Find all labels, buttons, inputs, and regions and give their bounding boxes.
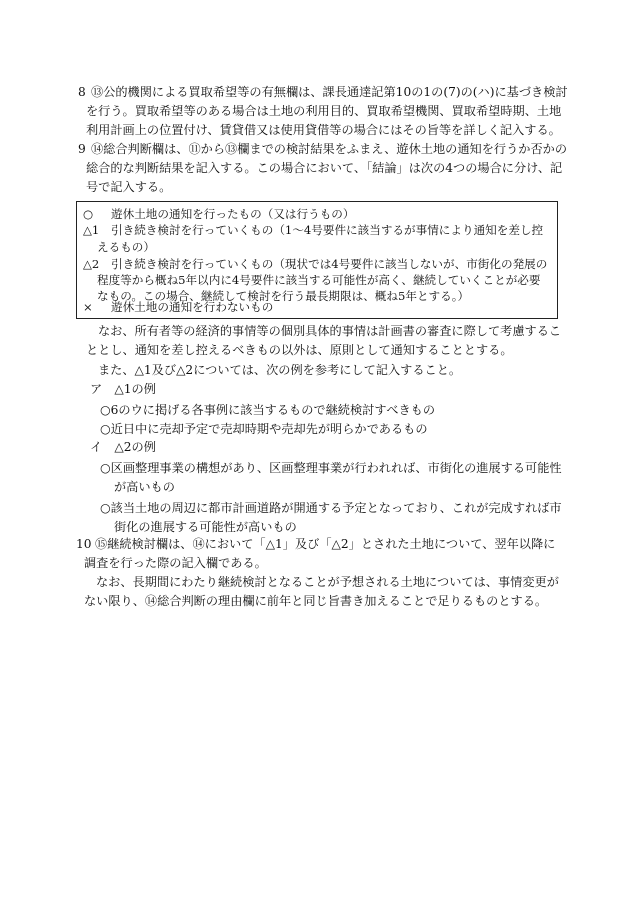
legend-text-cont: えるもの） bbox=[97, 240, 155, 254]
legend-symbol: × bbox=[83, 300, 93, 314]
note-1-line-2: ととし、通知を差し控えるべきもの以外は、原則として通知することとする。 bbox=[86, 343, 513, 357]
example-a-item-1: ○6のウに掲げる各事例に該当するもので継続検討すべきもの bbox=[100, 403, 436, 417]
note-2-text: また、△1及び△2については、次の例を参考にして記入すること。 bbox=[98, 363, 462, 377]
example-a-heading: ア △1の例 bbox=[90, 382, 156, 396]
note-paragraph-2 bbox=[98, 361, 558, 380]
item-number: 9 bbox=[78, 142, 86, 156]
note-3-line-1: なお、長期間にわたり継続検討となることが予想される土地については、事情変更が bbox=[96, 575, 559, 589]
legend-symbol: △1 bbox=[83, 223, 100, 237]
item-9-line-3: 号で記入する。 bbox=[86, 180, 172, 194]
legend-text: 遊休土地の通知を行わないもの bbox=[111, 300, 274, 314]
item-10-line-2: 調査を行った際の記入欄である。 bbox=[84, 556, 267, 570]
example-i-item-1: ○区画整理事業の構想があり、区画整理事業が行われれば、市街化の進展する可能性 bbox=[100, 461, 562, 475]
legend-symbol: △2 bbox=[83, 257, 100, 271]
conclusion-legend-box bbox=[76, 201, 558, 319]
item-9-line-1: ⑭総合判断欄は、⑪から⑬欄までの検討結果をふまえ、遊休土地の通知を行うか否かの bbox=[91, 142, 568, 156]
legend-text: 引き続き検討を行っていくもの（現状では4号要件に該当しないが、市街化の発展の bbox=[111, 257, 548, 271]
item-9-line-2: 総合的な判断結果を記入する。この場合において、「結論」は次の4つの場合に分け、記 bbox=[86, 161, 563, 175]
example-i-item-2: ○該当土地の周辺に都市計画道路が開通する予定となっており、これが完成すれば市 bbox=[100, 501, 562, 515]
example-i-item-2-cont: 街化の進展する可能性が高いもの bbox=[114, 520, 297, 534]
example-i-item-1-cont: が高いもの bbox=[114, 480, 175, 494]
item-8-line-1: ⑬公的機関による買取希望等の有無欄は、課長通達記第10の1の(7)の(ハ)に基づき検討 bbox=[91, 85, 568, 99]
example-a-item-2: ○近日中に売却予定で売却時期や売却先が明らかであるもの bbox=[100, 422, 428, 436]
item-number: 10 bbox=[76, 537, 92, 551]
legend-text-cont: なもの。この場合、継続して検討を行う最長期限は、概ね5年とする。） bbox=[97, 289, 470, 303]
legend-text: 引き続き検討を行っていくもの（1～4号要件に該当するが事情により通知を差し控 bbox=[111, 223, 544, 237]
item-10-line-1: ⑮継続検討欄は、⑭において「△1」及び「△2」とされた土地について、翌年以降に bbox=[95, 537, 556, 551]
note-1-line-1: なお、所有者等の経済的事情等の個別具体的事情は計画書の審査に際して考慮するこ bbox=[98, 324, 562, 338]
legend-text: 遊休土地の通知を行ったもの（又は行うもの） bbox=[111, 207, 355, 221]
item-8-line-2: を行う。買取希望等のある場合は土地の利用目的、買取希望機関、買取希望時期、土地 bbox=[86, 104, 562, 118]
note-3-line-2: ない限り、⑭総合判断の理由欄に前年と同じ旨書き加えることで足りるものとする。 bbox=[84, 594, 548, 608]
legend-symbol: ○ bbox=[83, 207, 94, 221]
item-8-line-3: 利用計画上の位置付け、賃貸借又は使用貸借等の場合にはその旨等を詳しく記入する。 bbox=[86, 123, 561, 137]
legend-text-cont: 程度等から概ね5年以内に4号要件に該当する可能性が高く、継続していくことが必要 bbox=[97, 273, 541, 287]
example-i-heading: イ △2の例 bbox=[90, 440, 156, 454]
item-number: 8 bbox=[78, 85, 86, 99]
